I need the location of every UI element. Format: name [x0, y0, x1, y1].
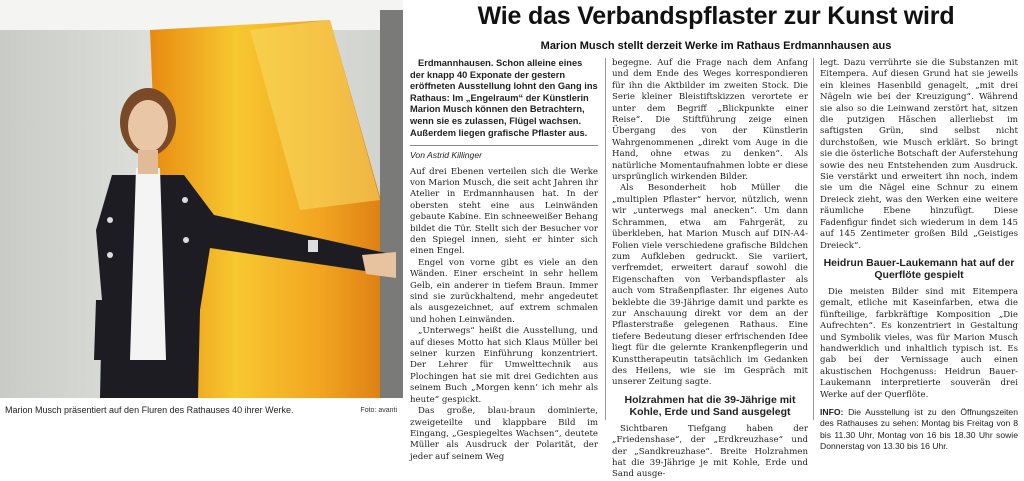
info-text: Die Ausstellung ist zu den Öffnungszeiten des Rathauses zu sehen: Montag bis Freitag von 8 bis 11.30 Uhr, Montag von 16 bis 18.30 Uhr sowie Donnerstag von 13.30 bis 16 Uhr.: [820, 406, 1018, 452]
photo-credit: Foto: avanti: [360, 407, 397, 414]
paragraph: Die meisten Bilder sind mit Eitempera gemalt, etliche mit Kaseinfarben, etwa die fünfteilige, farbkräftige Komposition „Die Aufrechten“. Es konzentriert in Gestaltung und Symbolik vieles, was für Marion Musch handwerklich und inhaltlich typisch ist. Es gab bei der Vernissage auch einen akustischen Hochgenuss: Heidrun Bauer-Laukemann interpretierte souverän drei Werke auf der Querflöte.: [820, 286, 1018, 400]
paragraph: Sichtbaren Tiefgang haben der „Friedenshase“, der „Erdkreuzhase“ und der „Sandkreuzhase“. Breite Holzrahmen hat die 39-Jährige je mit Kohle, Erde und Sand ausge-: [612, 423, 808, 480]
article-column-2: [612, 58, 808, 481]
paragraph: „Unterwegs“ heißt die Ausstellung, und auf dieses Motto hat sich Klaus Müller bei seiner kurzen Einführung konzentriert. Der Lehrer für Umwelttechnik aus Plochingen hat sie mit drei Gedichten aus seinem Buch „Morgen kenn’ ich mehr als heute“ gespickt.: [410, 326, 598, 405]
subheading: Holzrahmen hat die 39-Jährige mit Kohle, Erde und Sand ausgelegt: [624, 393, 796, 419]
lead-text: Schon alleine eines der knapp 40 Exponate der gestern eröffneten Ausstellung lohnt den Gang ins Rathaus: Im „Engelraum“ der Künstlerin Marion Musch können den Betrachtern, wenn sie es zulassen, Flügel wachsen. Außerdem liegen grafische Pflaster aus.: [410, 58, 598, 138]
article-column-3: [820, 58, 1018, 453]
article-photo: [0, 0, 403, 429]
paragraph: Auf drei Ebenen verteilen sich die Werke von Marion Musch, die seit acht Jahren ihr Atelier in Erdmannhausen hat. In der obersten steht eine aus Leinwänden gebaute Kabine. Ein schneeweißer Behang bildet die Tür. Stellt sich der Besucher vor den Spiegel innen, sieht er hinter sich einen Engel.: [410, 166, 598, 257]
article-lead: [410, 58, 598, 139]
photo-caption: Marion Musch präsentiert auf den Fluren des Rathauses 40 ihrer Werke.: [5, 405, 294, 415]
column-divider: [813, 58, 814, 420]
paragraph: Engel von vorne gibt es viele an den Wänden. Einer erscheint in sehr hellem Gelb, ein anderer in tiefem Braun. Immer sind sie zurückhaltend, mehr angedeutet als ausgezeichnet, auf extrem schmalen und hohen Leinwänden.: [410, 257, 598, 325]
column-divider: [605, 58, 606, 420]
paragraph: begegne. Auf die Frage nach dem Anfang und dem Ende des Weges korrespondieren für ihn die Aktbilder im zweiten Stock. Die Serie kleiner Bleistiftskizzen verortete er unter dem Begriff „Blickpunkte einer Reise“. Die Stiftführung zeige einen Übergang des von der Künstlerin Wahrgenommenen „direkt vom Auge in die Hand, ohne etwas zu denken“. Als natürliche Momentaufnahmen lobte er diese ursprünglich wirkenden Bilder.: [612, 58, 808, 183]
info-box: [820, 407, 1018, 453]
article-headline: Wie das Verbandspflaster zur Kunst wird: [477, 2, 955, 30]
info-label: INFO:: [820, 406, 844, 417]
divider: [410, 145, 598, 146]
paragraph: Das große, blau-braun dominierte, zweigeteilte und klappbare Bild im Eingang, „Gespiegeltes Wachsen“, deutete Müller als Ausdruck der Polarität, der jeder auf seinem Weg: [410, 406, 598, 462]
paragraph: legt. Dazu verrührte sie die Substanzen mit Eitempera. Auf diesen Grund hat sie jeweils ein kleines Hasenbild genagelt, „mit drei Nägeln wie bei der Kreuzigung“. Während sie also so die Leinwand zerstört hat, sitzen die putzigen Häschen allerliebst im saftigsten Grün, sind selbst nicht durchstoßen, wie Musch erklärt. So bringt sie die österliche Botschaft der Auferstehung sowie des neu Entstehenden zum Ausdruck. Sie verstärkt und erweitert ihn noch, indem sie um die Nägel eine Schnur zu einem Dreieck zieht, was den Werken eine weitere räumliche Ebene hinzufügt. Diese Fadenfigur findet sich wiederum in dem 145 auf 145 Zentimeter großen Bild „Geistiges Dreieck“.: [820, 58, 1018, 251]
paragraph: Als Besonderheit hob Müller die „multiplen Pflaster“ hervor, nützlich, wenn wir „unterwegs mal anecken“. Um dann Schrammen, etwa am Fahrgerät, zu überkleben, hat Marion Musch auf DIN-A4-Folien viele verschiedene grafische Bildchen zum Aufkleben gedruckt. Sie variiert, verfremdet, erweitert darauf sowohl die Eigenschaften von Verbandspflaster als auch vom Straßenpflaster. Ihr eigenes Auto beklebte die 39-Jährige damit und parkte es zur Anschauung direkt vor dem an der Pflasterstraße gelegenen Rathaus. Eine tiefere Bedeutung dieser erfrischenden Idee liegt für die gelernte Krankenpflegerin und Kunsttherapeutin tatsächlich im Gedanken des Heilens, wie sie im Gespräch mit unserer Zeitung sagte.: [612, 183, 808, 388]
artist-portrait: [0, 0, 403, 429]
article-subheadline: Marion Musch stellt derzeit Werke im Rathaus Erdmannhausen aus: [540, 40, 892, 52]
subheading: Heidrun Bauer-Laukemann hat auf der Querflöte gespielt: [823, 256, 1015, 282]
article-column-1: [410, 58, 598, 463]
author-byline: Von Astrid Killinger: [410, 150, 482, 161]
lead-dateline: Erdmannhausen.: [418, 58, 494, 68]
